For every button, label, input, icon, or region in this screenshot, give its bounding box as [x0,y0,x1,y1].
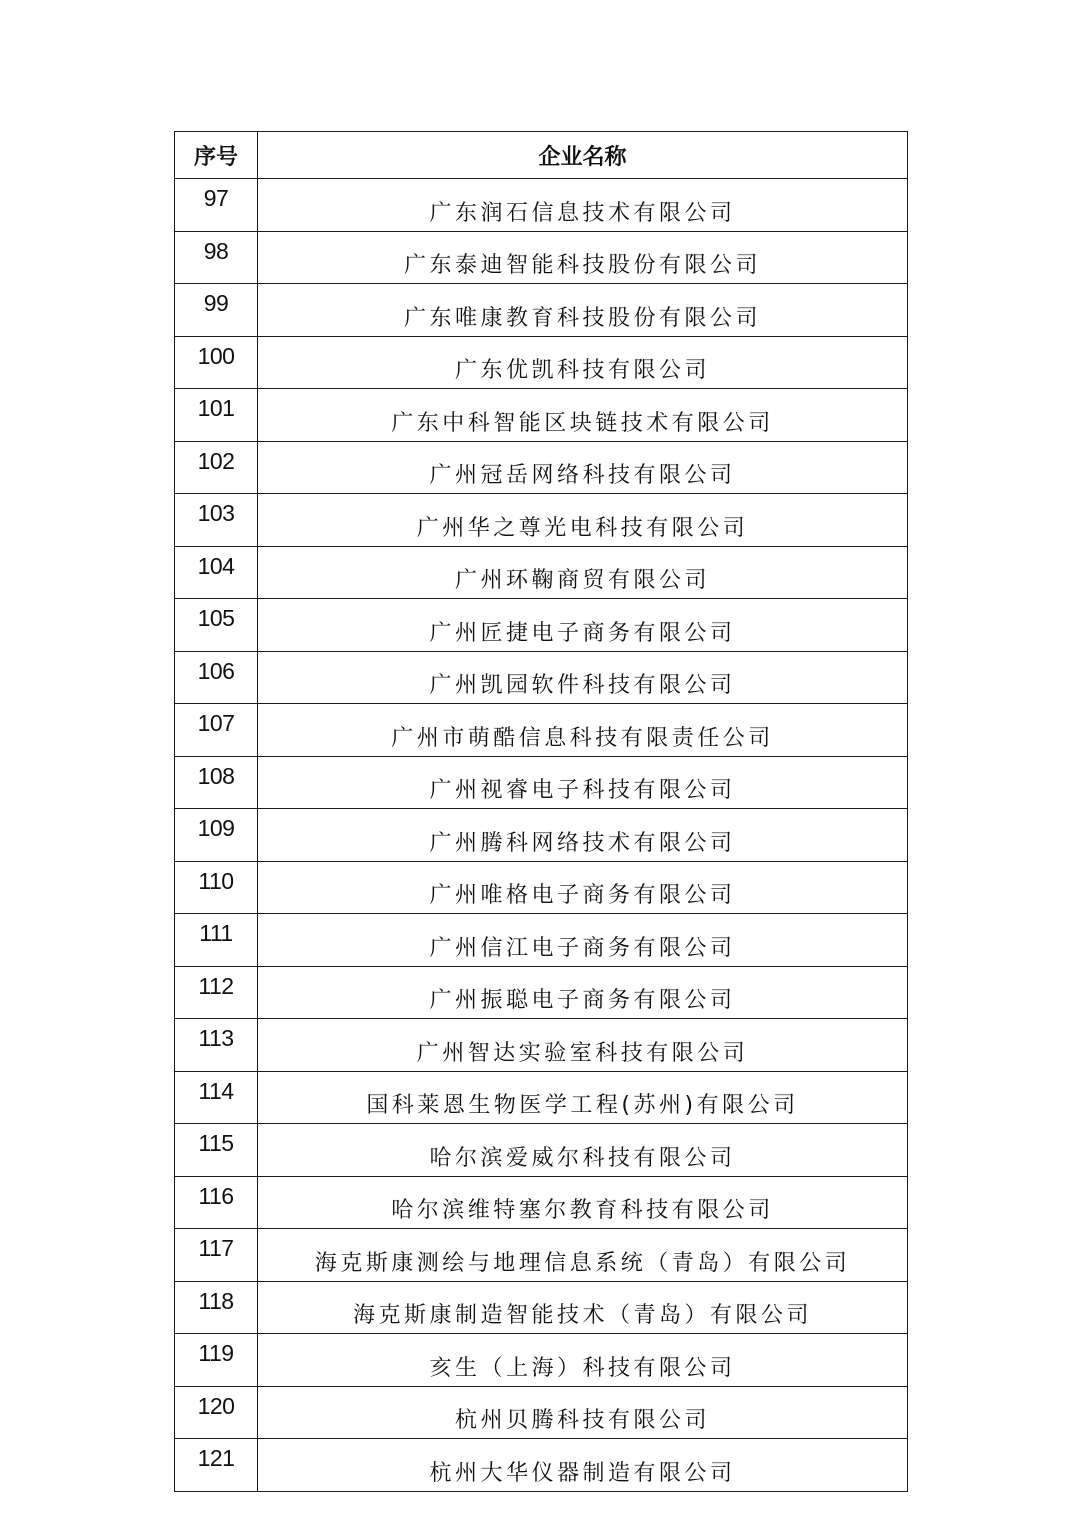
serial-number-cell: 106 [175,651,258,704]
serial-number-cell: 114 [175,1071,258,1124]
serial-number-cell: 112 [175,966,258,1019]
enterprise-name-cell: 广州信江电子商务有限公司 [258,914,908,967]
table-row [175,546,908,599]
enterprise-name-cell: 杭州贝腾科技有限公司 [258,1386,908,1439]
enterprise-name-cell: 杭州大华仪器制造有限公司 [258,1439,908,1492]
serial-number-cell: 111 [175,914,258,967]
table-row [175,1124,908,1177]
enterprise-name-cell: 亥生（上海）科技有限公司 [258,1334,908,1387]
serial-number-cell: 104 [175,546,258,599]
enterprise-name-cell: 广东优凯科技有限公司 [258,336,908,389]
header-enterprise-name: 企业名称 [258,132,908,179]
header-serial-number: 序号 [175,132,258,179]
table-header-row [175,132,908,179]
table-row [175,179,908,232]
table-row [175,336,908,389]
table-row [175,861,908,914]
table-row [175,1071,908,1124]
table-row [175,756,908,809]
enterprise-name-cell: 哈尔滨维特塞尔教育科技有限公司 [258,1176,908,1229]
table-row [175,599,908,652]
table-row [175,1334,908,1387]
serial-number-cell: 113 [175,1019,258,1072]
enterprise-name-cell: 广州华之尊光电科技有限公司 [258,494,908,547]
enterprise-name-cell: 海克斯康测绘与地理信息系统（青岛）有限公司 [258,1229,908,1282]
enterprise-name-cell: 广州唯格电子商务有限公司 [258,861,908,914]
table-row [175,966,908,1019]
table-row [175,441,908,494]
enterprise-name-cell: 广州市萌酷信息科技有限责任公司 [258,704,908,757]
serial-number-cell: 108 [175,756,258,809]
enterprise-name-cell: 广州冠岳网络科技有限公司 [258,441,908,494]
table-row [175,1176,908,1229]
serial-number-cell: 118 [175,1281,258,1334]
enterprise-name-cell: 广州环鞠商贸有限公司 [258,546,908,599]
table-row [175,231,908,284]
serial-number-cell: 116 [175,1176,258,1229]
table-row [175,809,908,862]
enterprise-name-cell: 广州腾科网络技术有限公司 [258,809,908,862]
serial-number-cell: 105 [175,599,258,652]
serial-number-cell: 100 [175,336,258,389]
enterprise-name-cell: 广东中科智能区块链技术有限公司 [258,389,908,442]
serial-number-cell: 97 [175,179,258,232]
serial-number-cell: 98 [175,231,258,284]
enterprise-name-cell: 广州视睿电子科技有限公司 [258,756,908,809]
enterprise-name-cell: 哈尔滨爱威尔科技有限公司 [258,1124,908,1177]
table-row [175,704,908,757]
enterprise-name-cell: 广州振聪电子商务有限公司 [258,966,908,1019]
enterprise-name-cell: 广东润石信息技术有限公司 [258,179,908,232]
serial-number-cell: 120 [175,1386,258,1439]
serial-number-cell: 109 [175,809,258,862]
enterprise-name-cell: 广州智达实验室科技有限公司 [258,1019,908,1072]
enterprise-name-cell: 广东唯康教育科技股份有限公司 [258,284,908,337]
enterprise-name-cell: 广州凯园软件科技有限公司 [258,651,908,704]
serial-number-cell: 102 [175,441,258,494]
serial-number-cell: 117 [175,1229,258,1282]
serial-number-cell: 115 [175,1124,258,1177]
serial-number-cell: 107 [175,704,258,757]
table-row [175,494,908,547]
serial-number-cell: 103 [175,494,258,547]
enterprise-name-cell: 国科莱恩生物医学工程(苏州)有限公司 [258,1071,908,1124]
serial-number-cell: 119 [175,1334,258,1387]
enterprise-name-cell: 海克斯康制造智能技术（青岛）有限公司 [258,1281,908,1334]
table-row [175,284,908,337]
enterprise-name-cell: 广州匠捷电子商务有限公司 [258,599,908,652]
table-row [175,389,908,442]
serial-number-cell: 121 [175,1439,258,1492]
table-row [175,1439,908,1492]
table-row [175,1229,908,1282]
table-row [175,1019,908,1072]
table-row [175,1386,908,1439]
table-row [175,1281,908,1334]
serial-number-cell: 99 [175,284,258,337]
enterprise-table [174,131,908,1492]
table-row [175,651,908,704]
serial-number-cell: 110 [175,861,258,914]
enterprise-name-cell: 广东泰迪智能科技股份有限公司 [258,231,908,284]
table-row [175,914,908,967]
serial-number-cell: 101 [175,389,258,442]
